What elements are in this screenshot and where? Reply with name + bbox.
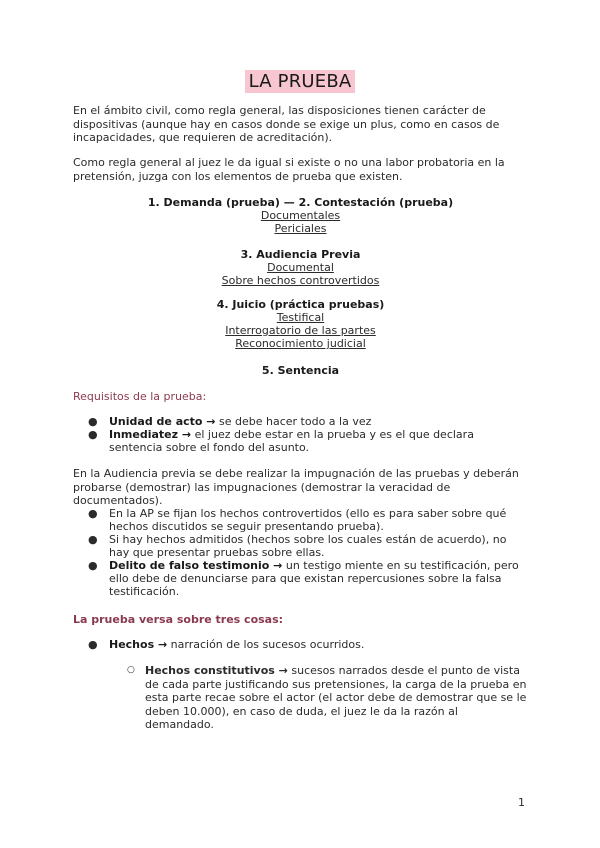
- term-text: el juez debe estar en la prueba y es el que declara sentencia sobre el fondo del asunto.: [109, 428, 474, 454]
- intro-paragraph-2: Como regla general al juez le da igual si existe o no una labor probatoria en la pretensión, juzga con los elementos de prueba que existen.: [73, 156, 505, 183]
- phase-heading: 4. Juicio (práctica pruebas): [216, 298, 385, 311]
- phase-item: Documentales: [260, 209, 341, 222]
- intro-paragraph-1: En el ámbito civil, como regla general, las disposiciones tienen carácter de dispositivas (aunque hay en casos donde se exige un plus, como en casos de incapacidades, que requieren de acreditación).: [73, 104, 500, 144]
- audiencia-list: [73, 507, 528, 598]
- term: Inmediatez →: [109, 428, 192, 441]
- phase-block-1: [73, 196, 528, 235]
- bullet-icon: ●: [88, 428, 98, 441]
- term-text: se debe hacer todo a la vez: [215, 415, 372, 428]
- bullet-icon: ●: [88, 559, 98, 572]
- page-title: LA PRUEBA: [245, 70, 356, 93]
- requisitos-heading: Requisitos de la prueba:: [73, 390, 207, 403]
- list-item: [73, 638, 528, 651]
- list-item: [73, 428, 528, 454]
- versa-list: [73, 638, 528, 651]
- requisitos-list: [73, 415, 528, 454]
- phase-block-2: [73, 248, 528, 287]
- bullet-icon: ●: [88, 507, 98, 520]
- term: Delito de falso testimonio →: [109, 559, 283, 572]
- phase-item: Documental: [267, 261, 334, 274]
- versa-sublist: [109, 664, 528, 732]
- phase-heading: 1. Demanda (prueba) — 2. Contestación (prueba): [147, 196, 454, 209]
- list-item: [73, 533, 528, 559]
- term-text: un testigo miente en su testificación, pero ello debe de denunciarse para que existan repercusiones sobre la falsa testificación.: [109, 559, 519, 598]
- list-item: [73, 559, 528, 598]
- list-item: [73, 507, 528, 533]
- phase-heading: 3. Audiencia Previa: [240, 248, 361, 261]
- item-text: Si hay hechos admitidos (hechos sobre los cuales están de acuerdo), no hay que presentar pruebas sobre ellas.: [109, 533, 507, 559]
- phase-block-4: [73, 364, 528, 377]
- term: Hechos →: [109, 638, 168, 651]
- phase-item: Reconocimiento judicial: [235, 337, 366, 350]
- list-item: [73, 415, 528, 428]
- bullet-icon: ●: [88, 533, 98, 546]
- title-wrap: [0, 70, 600, 93]
- audiencia-paragraph: En la Audiencia previa se debe realizar la impugnación de las pruebas y deberán probarse (demostrar) las impugnaciones (demostrar la veracidad de documentados).: [73, 467, 519, 507]
- bullet-icon: ●: [88, 638, 98, 651]
- term-text: sucesos narrados desde el punto de vista de cada parte justificando sus pretensiones, la carga de la prueba en esta parte recae sobre el actor (el actor debe de demostrar que se le deben 10.000), en caso de duda, el juez le da la razón al demandado.: [145, 664, 527, 731]
- versa-heading: La prueba versa sobre tres cosas:: [73, 613, 284, 626]
- list-item: [109, 664, 528, 732]
- term-text: narración de los sucesos ocurridos.: [167, 638, 365, 651]
- phase-item: Interrogatorio de las partes: [225, 324, 376, 337]
- item-text: En la AP se fijan los hechos controvertidos (ello es para saber sobre qué hechos discutidos se seguir presentando prueba).: [109, 507, 507, 533]
- bullet-icon: ●: [88, 415, 98, 428]
- phase-item: Periciales: [274, 222, 327, 235]
- term: Unidad de acto →: [109, 415, 216, 428]
- page-number: 1: [518, 796, 525, 809]
- phase-block-3: [73, 298, 528, 350]
- phase-heading: 5. Sentencia: [261, 364, 340, 377]
- term: Hechos constitutivos →: [145, 664, 288, 677]
- circle-bullet-icon: ○: [127, 665, 135, 675]
- phase-item: Testifical: [276, 311, 325, 324]
- phase-item: Sobre hechos controvertidos: [221, 274, 380, 287]
